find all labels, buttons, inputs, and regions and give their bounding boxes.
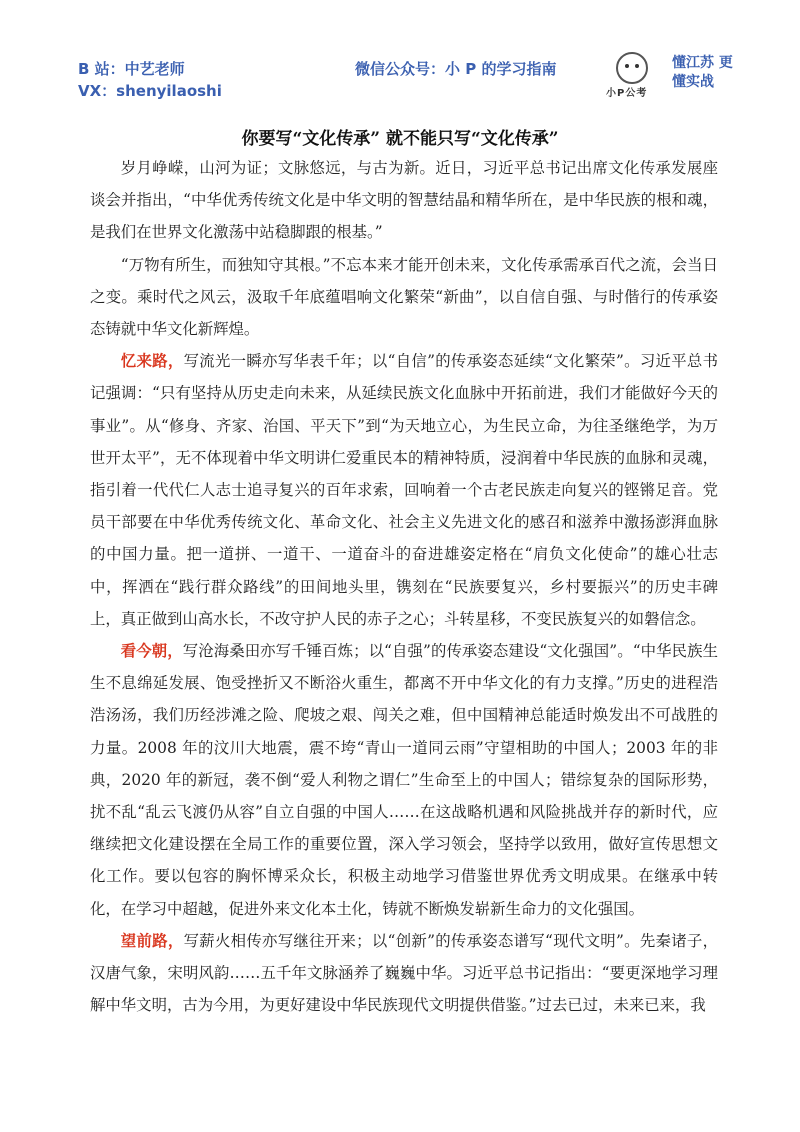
paragraph (90, 249, 718, 346)
paragraph (90, 925, 718, 1022)
paragraph-text: 写流光一瞬亦写华表千年；以“自信”的传承姿态延续“文化繁荣”。习近平总书记强调：“只有坚持从历史走向未来，从延续民族文化血脉中开拓前进，我们才能做好今天的事业”。从“修身、齐家、治国、平天下”到“为天地立心，为生民立命，为往圣继绝学，为万世开太平”，无不体现着中华文明讲仁爱重民本的精神特质，浸润着中华民族的血脉和灵魂，指引着一代代仁人志士追寻复兴的百年求索，回响着一个古老民族走向复兴的铿锵足音。党员干部要在中华优秀传统文化、革命文化、社会主义先进文化的感召和滋养中激扬澎湃血脉的中国力量。把一道拼、一道干、一道奋斗的奋进雄姿定格在“肩负文化使命”的雄心壮志中，挥洒在“践行群众路线”的田间地头里，镌刻在“民族要复兴，乡村要振兴”的历史丰碑上，真正做到山高水长，不改守护人民的赤子之心；斗转星移，不变民族复兴的如磐信念。 (90, 352, 718, 628)
paragraph-text: 写薪火相传亦写继往开来；以“创新”的传承姿态谱写“现代文明”。先秦诸子，汉唐气象，宋明风韵……五千年文脉涵养了巍巍中华。习近平总书记指出：“要更深地学习理解中华文明，古为今用，为更好建设中华民族现代文明提供借鉴。”过去已过，未来已来，我 (90, 931, 718, 1015)
section-lead: 看今朝， (120, 642, 183, 661)
paragraph (90, 345, 718, 635)
logo-subtitle: 小P公考 (606, 88, 648, 99)
paragraph (90, 635, 718, 925)
logo-slogan: 懂江苏 更懂实战 (672, 55, 733, 90)
header-contact (78, 58, 222, 102)
brand-logo (606, 52, 746, 100)
paragraph (90, 152, 718, 249)
bilibili-account: B 站：中艺老师 (78, 60, 185, 78)
section-lead: 忆来路， (120, 352, 184, 371)
mascot-icon (616, 52, 648, 84)
paragraph-text: “万物有所生，而独知守其根。”不忘本来才能开创未来，文化传承需承百代之流，会当日之变。乘时代之风云，汲取千年底蕴唱响文化繁荣“新曲”，以自信自强、与时偕行的传承姿态铸就中华文化新辉煌。 (90, 255, 718, 339)
page-header (0, 0, 800, 110)
paragraph-text: 岁月峥嵘，山河为证；文脉悠远，与古为新。近日，习近平总书记出席文化传承发展座谈会并指出，“中华优秀传统文化是中华文明的智慧结晶和精华所在，是中华民族的根和魂，是我们在世界文化激荡中站稳脚跟的根基。” (90, 159, 718, 242)
article-body (90, 152, 718, 1021)
article-title: 你要写“文化传承” 就不能只写“文化传承” (241, 129, 559, 149)
vx-account: VX：shenyilaoshi (78, 82, 222, 100)
paragraph-text: 写沧海桑田亦写千锤百炼；以“自强”的传承姿态建设“文化强国”。“中华民族生生不息绵延发展、饱受挫折又不断浴火重生，都离不开中华文化的有力支撑。”历史的进程浩浩汤汤，我们历经涉滩之险、爬坡之艰、闯关之难，但中国精神总能适时焕发出不可战胜的力量。2008 年的汶川大地震，震不垮“青山一道同云雨”守望相助的中国人；2003 年的非典，2020 年的新冠，袭不倒“爱人利物之谓仁”生命至上的中国人；错综复杂的国际形势，扰不乱“乱云飞渡仍从容”自立自强的中国人……在这战略机遇和风险挑战并存的新时代，应继续把文化建设摆在全局工作的重要位置，深入学习领会，坚持学以致用，做好宣传思想文化工作。要以包容的胸怀博采众长，积极主动地学习借鉴世界优秀文明成果。在继承中转化，在学习中超越，促进外来文化本土化，铸就不断焕发崭新生命力的文化强国。 (90, 642, 718, 918)
section-lead: 望前路， (120, 931, 184, 950)
wechat-account: 微信公众号：小 P 的学习指南 (355, 60, 557, 78)
